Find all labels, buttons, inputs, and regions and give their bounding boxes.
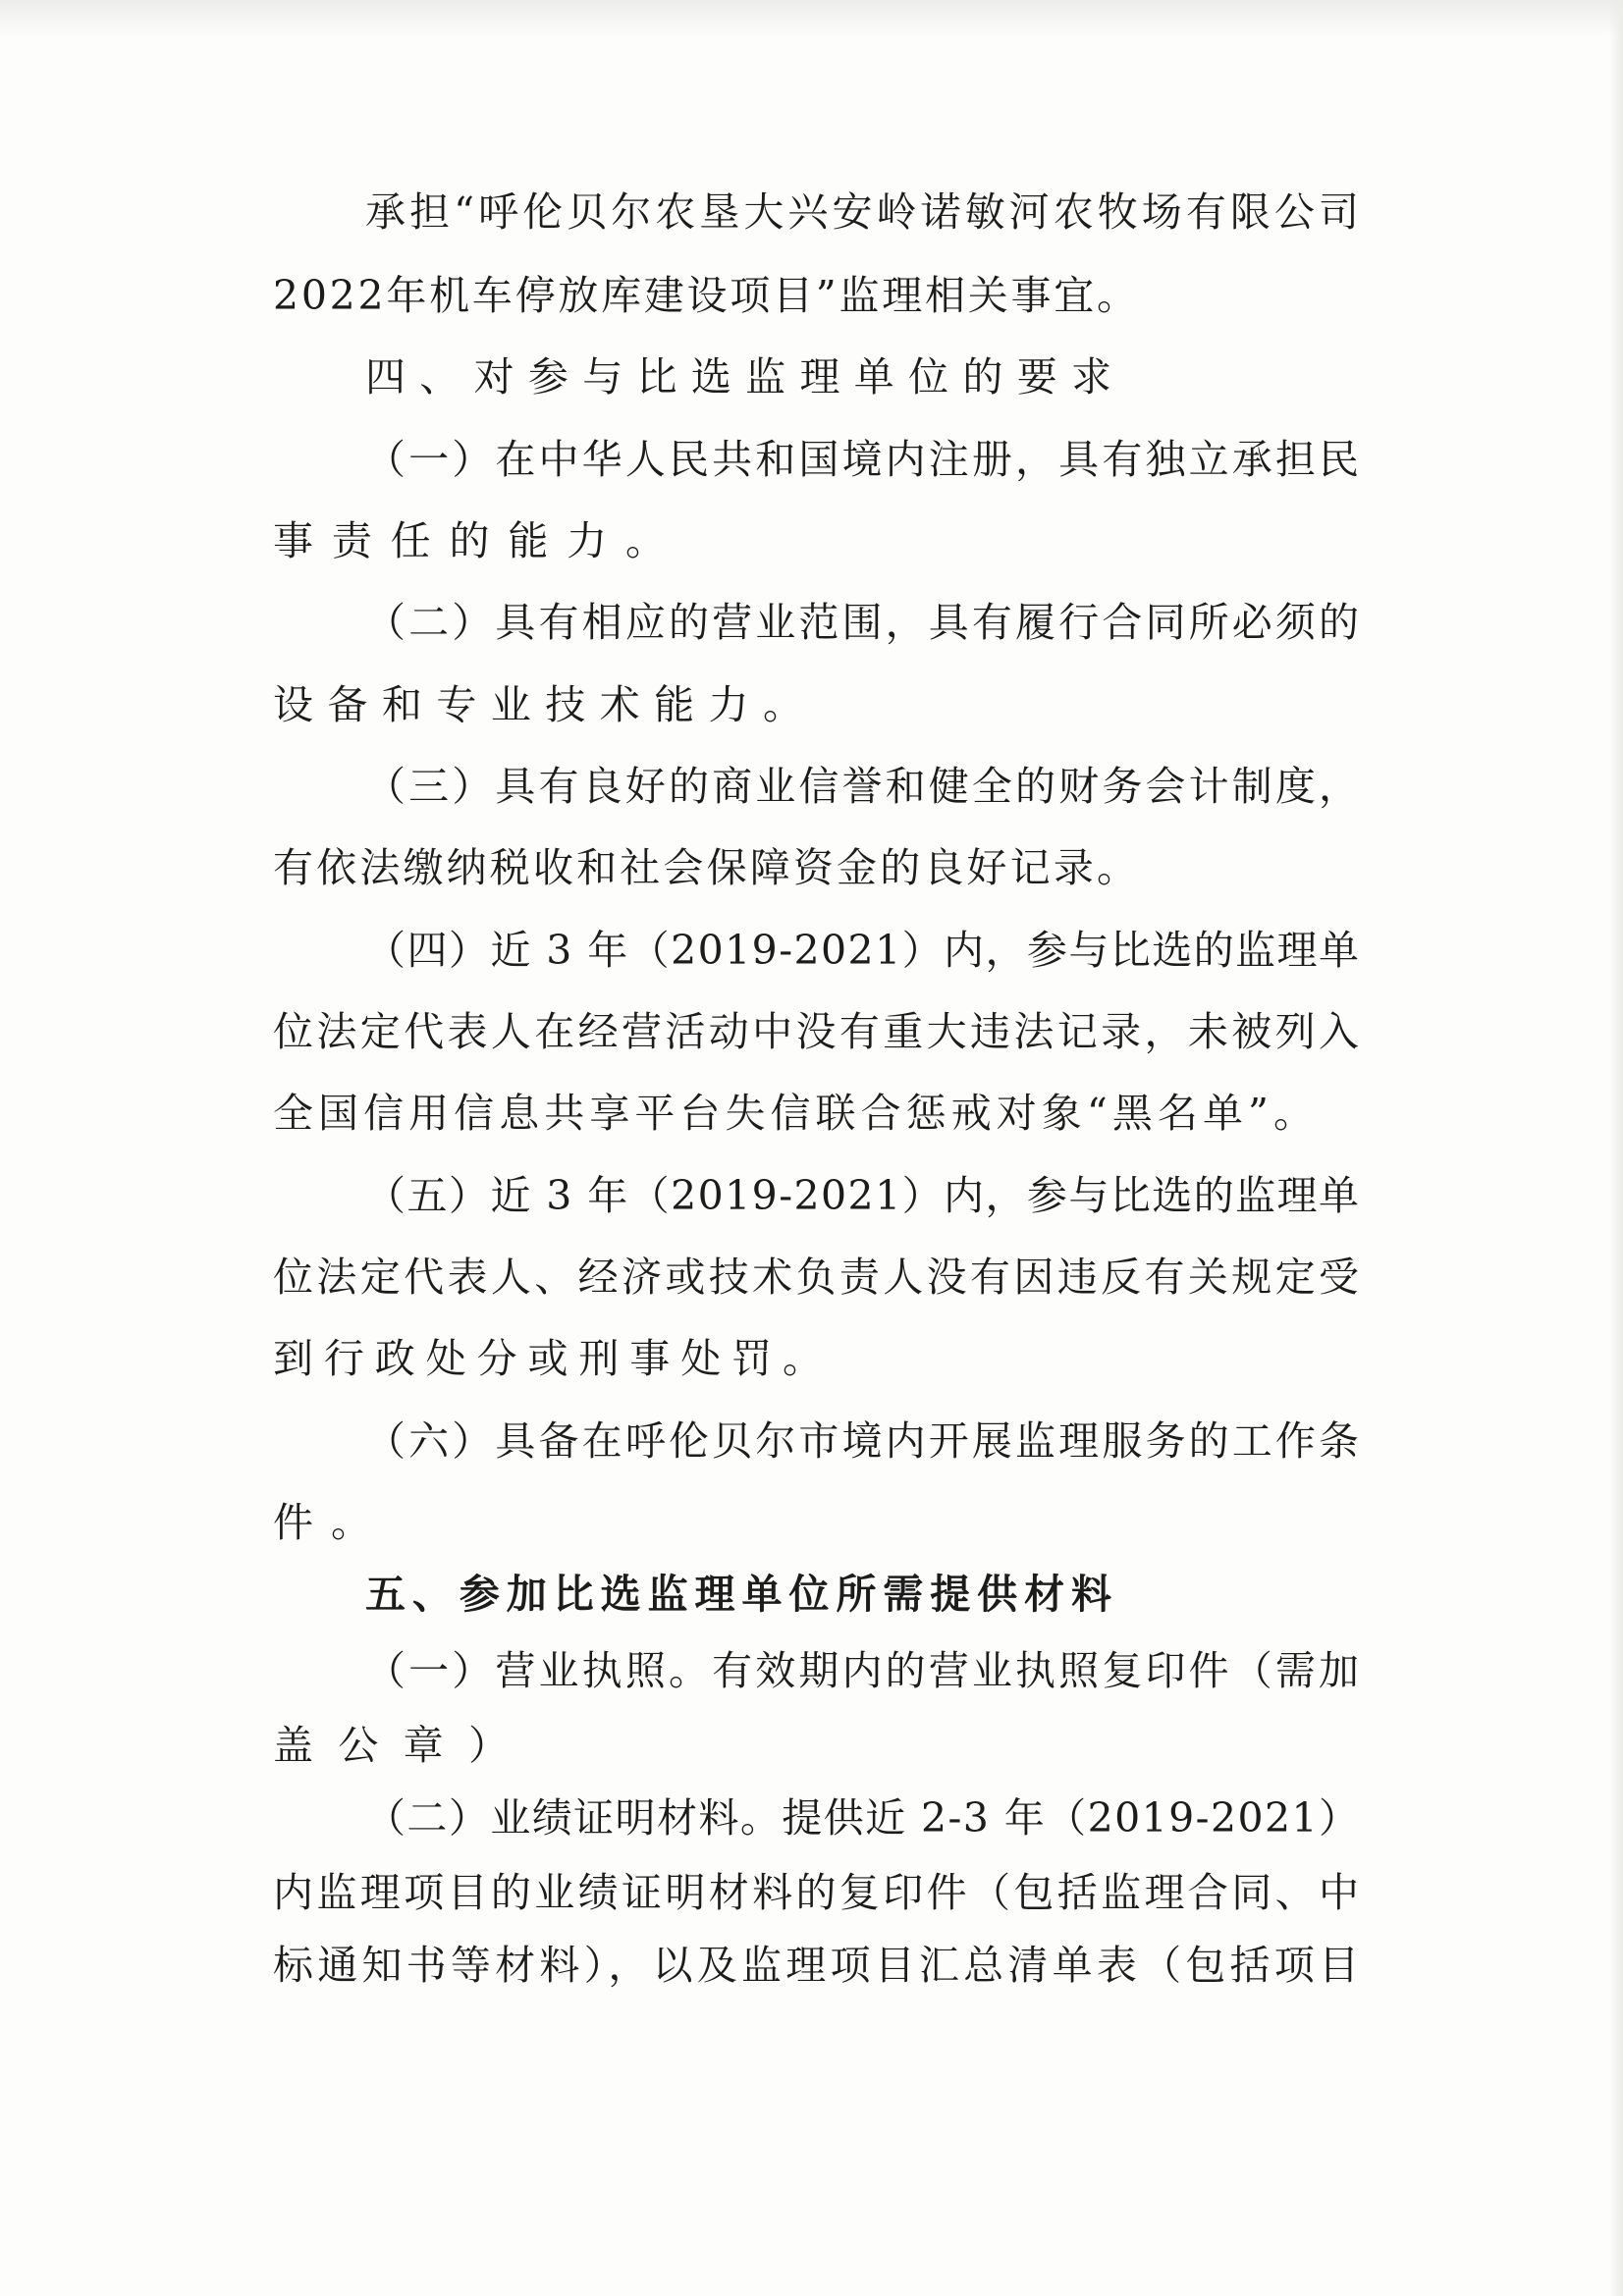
text-line-10: （四）近 3 年（2019-2021）内，参与比选的监理单 (365, 927, 1361, 974)
section-heading-4: 四、对参与比选监理单位的要求 (365, 353, 1126, 400)
text-line-22: 内监理项目的业绩证明材料的复印件（包括监理合同、中 (273, 1869, 1363, 1916)
text-line-2: 2022年机车停放库建设项目”监理相关事宜。 (273, 272, 1140, 319)
text-line-17: 件。 (273, 1499, 389, 1546)
section-heading-5: 五、参加比选监理单位所需提供材料 (365, 1571, 1118, 1618)
text-line-5: 事责任的能力。 (273, 517, 684, 564)
text-line-14: 位法定代表人、经济或技术负责人没有因违反有关规定受 (273, 1254, 1363, 1301)
text-line-7: 设备和专业技术能力。 (273, 681, 818, 728)
text-line-6: （二）具有相应的营业范围，具有履行合同所必须的 (365, 599, 1363, 646)
text-line-9: 有依法缴纳税收和社会保障资金的良好记录。 (273, 844, 1141, 891)
text-line-19: （一）营业执照。有效期内的营业执照复印件（需加 (365, 1647, 1363, 1694)
text-line-4: （一）在中华人民共和国境内注册，具有独立承担民 (365, 436, 1363, 483)
text-line-8: （三）具有良好的商业信誉和健全的财务会计制度， (365, 763, 1363, 810)
text-line-23: 标通知书等材料），以及监理项目汇总清单表（包括项目 (273, 1942, 1364, 1989)
text-line-20: 盖公章） (273, 1722, 534, 1769)
text-line-11: 位法定代表人在经营活动中没有重大违法记录，未被列入 (273, 1008, 1363, 1055)
text-line-13: （五）近 3 年（2019-2021）内，参与比选的监理单 (365, 1172, 1361, 1219)
text-line-21: （二）业绩证明材料。提供近 2-3 年（2019-2021） (365, 1794, 1361, 1842)
text-line-16: （六）具备在呼伦贝尔市境内开展监理服务的工作条 (365, 1417, 1363, 1465)
text-line-12: 全国信用信息共享平台失信联合惩戒对象“黑名单”。 (273, 1090, 1320, 1137)
text-line-15: 到行政处分或刑事处罚。 (273, 1335, 834, 1382)
text-line-1: 承担“呼伦贝尔农垦大兴安岭诺敏河农牧场有限公司 (365, 188, 1364, 236)
